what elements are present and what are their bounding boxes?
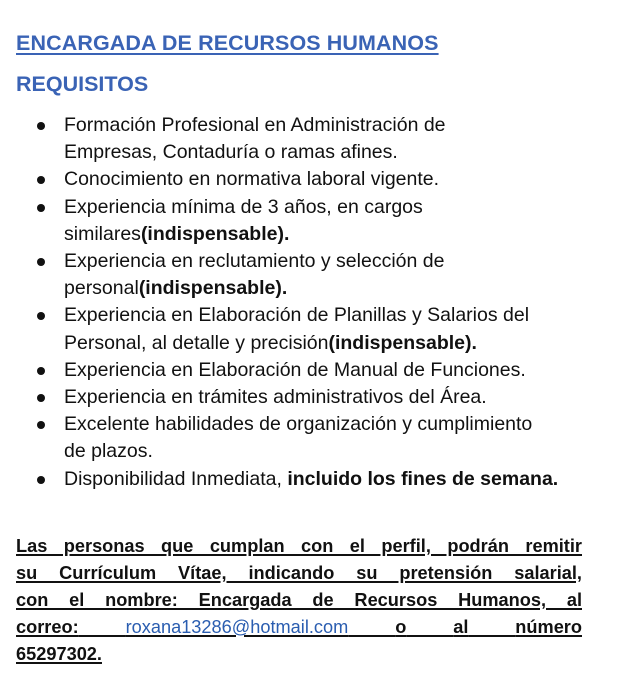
requirement-item bbox=[0, 302, 600, 356]
connector-word: al bbox=[453, 617, 469, 637]
requirement-text: personal bbox=[64, 277, 139, 300]
instructions-line bbox=[16, 614, 582, 641]
bullet-icon bbox=[37, 394, 45, 402]
requirement-item bbox=[0, 248, 600, 302]
section-heading-requisitos: REQUISITOS bbox=[16, 72, 149, 96]
requirement-text: Excelente habilidades de organización y cumplimiento bbox=[64, 413, 533, 436]
requirement-text: Experiencia en trámites administrativos del Área. bbox=[64, 386, 487, 409]
requirement-text: Disponibilidad Inmediata, bbox=[64, 467, 288, 490]
requirement-emphasis: (indispensable). bbox=[140, 222, 290, 245]
email-link[interactable]: roxana13286@hotmail.com bbox=[125, 617, 349, 637]
application-instructions bbox=[16, 533, 582, 668]
instructions-line: con el nombre: Encargada de Recursos Humanos, al bbox=[16, 590, 582, 610]
correo-label: correo: bbox=[16, 617, 79, 637]
requirement-text: Experiencia mínima de 3 años, en cargos bbox=[64, 195, 423, 218]
requirement-emphasis: (indispensable). bbox=[138, 277, 288, 300]
requirement-text: Formación Profesional en Administración de bbox=[64, 114, 446, 136]
requirement-item bbox=[0, 357, 600, 384]
bullet-icon bbox=[37, 476, 45, 484]
requirements-list bbox=[0, 112, 600, 493]
requirement-item bbox=[0, 466, 600, 493]
requirement-text: Personal, al detalle y precisión bbox=[64, 331, 329, 354]
requirement-text: Conocimiento en normativa laboral vigente. bbox=[64, 168, 440, 191]
requirement-text: similares bbox=[64, 222, 141, 245]
requirement-emphasis: (indispensable). bbox=[328, 331, 477, 354]
bullet-icon bbox=[37, 258, 45, 266]
requirement-text: de plazos. bbox=[64, 440, 153, 463]
connector-word: o bbox=[395, 617, 407, 637]
instructions-line: su Currículum Vítae, indicando su pretensión salarial, bbox=[16, 563, 582, 583]
bullet-icon bbox=[37, 176, 45, 184]
requirement-text: Experiencia en Elaboración de Planillas y Salarios del bbox=[64, 304, 530, 327]
numero-label: número bbox=[515, 617, 582, 637]
requirement-item bbox=[0, 411, 600, 465]
instructions-line: Las personas que cumplan con el perfil, podrán remitir bbox=[16, 536, 582, 556]
requirement-item bbox=[0, 194, 600, 248]
bullet-icon bbox=[37, 204, 45, 212]
requirement-item bbox=[0, 166, 600, 193]
requirement-item bbox=[0, 384, 600, 411]
requirement-item bbox=[0, 112, 600, 166]
bullet-icon bbox=[37, 312, 45, 320]
bullet-icon bbox=[37, 421, 45, 429]
bullet-icon bbox=[37, 122, 45, 130]
bullet-icon bbox=[37, 367, 45, 375]
job-title: ENCARGADA DE RECURSOS HUMANOS bbox=[16, 31, 439, 55]
requirement-text: Experiencia en reclutamiento y selección de bbox=[64, 250, 445, 273]
phone-number: 65297302. bbox=[16, 644, 102, 664]
requirement-text: Empresas, Contaduría o ramas afines. bbox=[64, 141, 398, 164]
requirement-text: Experiencia en Elaboración de Manual de Funciones. bbox=[64, 358, 526, 381]
requirement-emphasis: incluido los fines de semana. bbox=[287, 467, 559, 490]
